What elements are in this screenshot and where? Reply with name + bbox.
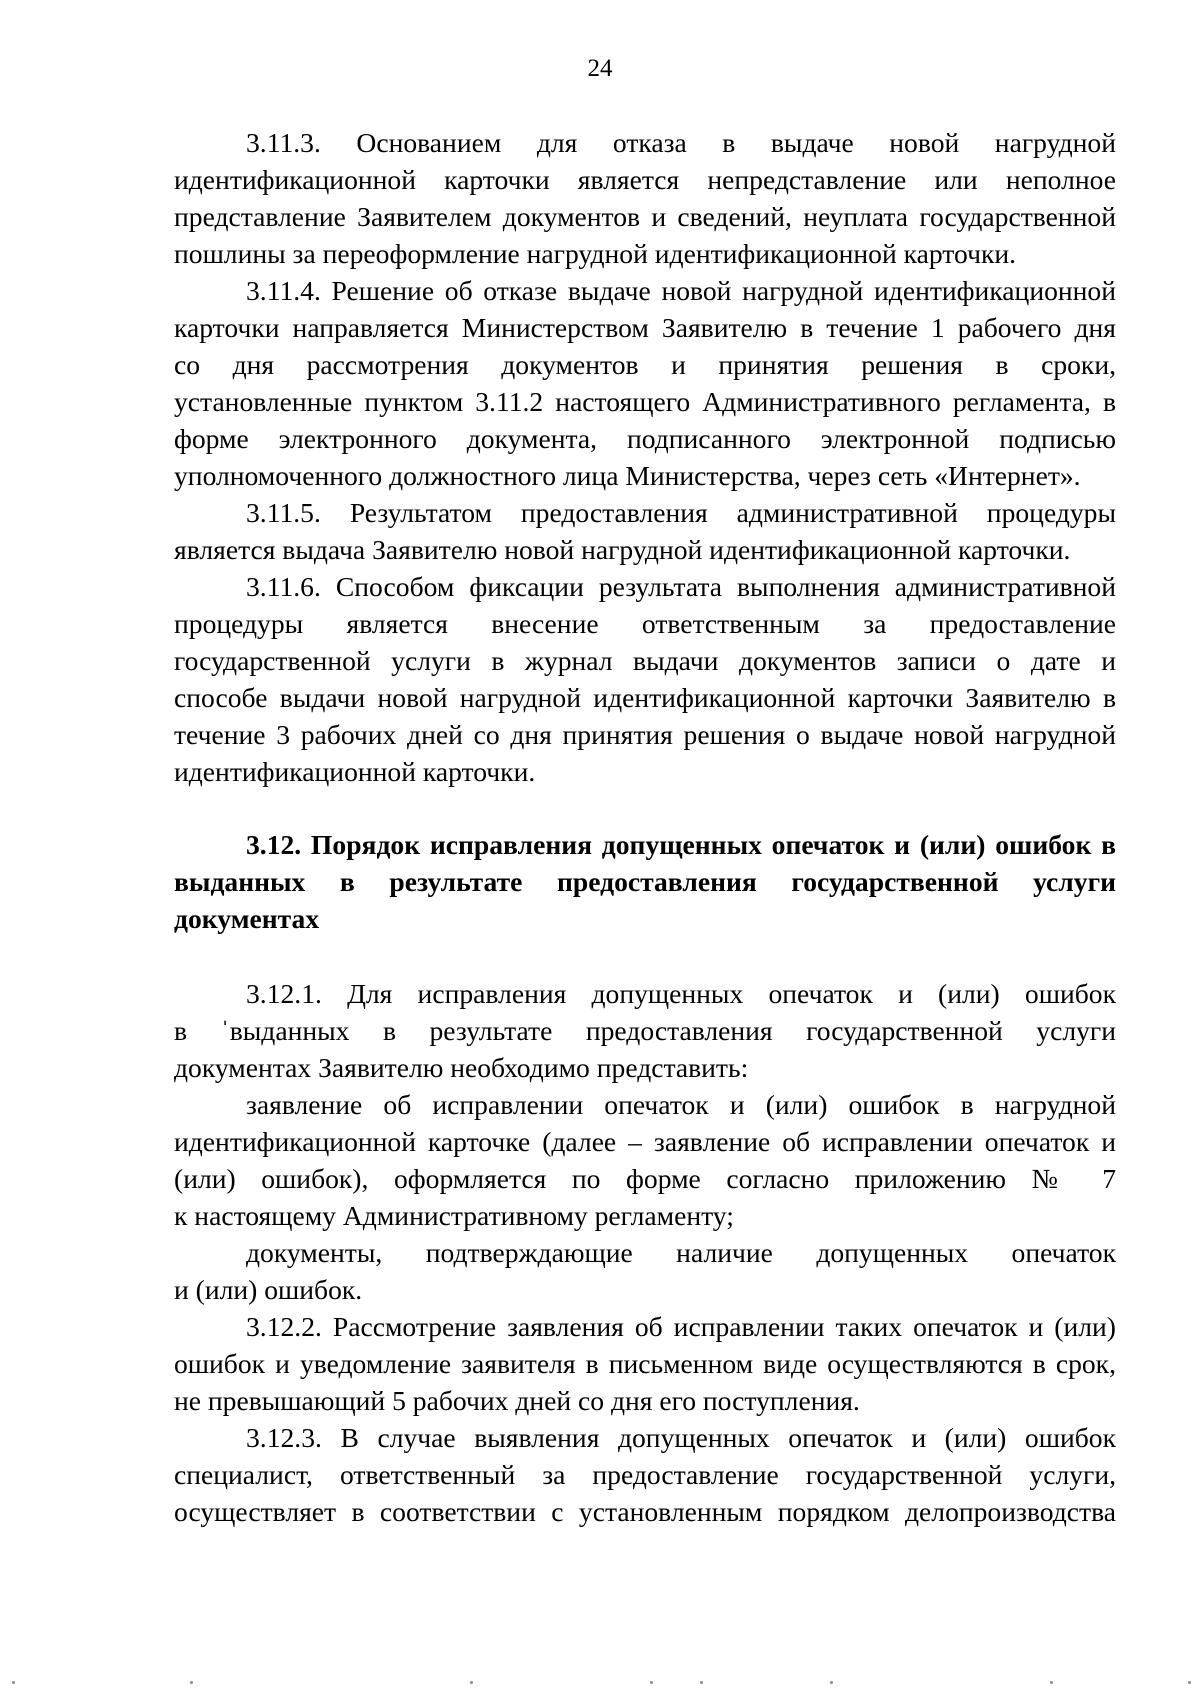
- paragraph-3-12-2: [174, 1308, 1116, 1419]
- paragraph-statement-item: [174, 1086, 1116, 1234]
- heading-line: документах: [174, 903, 320, 934]
- text-line: течение 3 рабочих дней со дня принятия решения о выдаче новой нагрудной: [174, 719, 1116, 750]
- text-line: 3.12.2. Рассмотрение заявления об исправлении таких опечаток и (или): [246, 1311, 1116, 1342]
- heading-line: выданных в результате предоставления государственной услуги: [174, 866, 1116, 897]
- scan-edge-marks: [0, 1678, 1200, 1684]
- text-line: пошлины за переоформление нагрудной идентификационной карточки.: [174, 238, 1017, 269]
- text-line: процедуры является внесение ответственным за предоставление: [174, 608, 1116, 639]
- text-line: ошибок и уведомление заявителя в письменном виде осуществляются в срок,: [174, 1348, 1116, 1379]
- text-line: специалист, ответственный за предоставление государственной услуги,: [174, 1459, 1116, 1490]
- text-line: и (или) ошибок.: [174, 1274, 363, 1305]
- text-line: уполномоченного должностного лица Министерства, через сеть «Интернет».: [174, 460, 1081, 491]
- text-line: 3.12.1. Для исправления допущенных опечаток и (или) ошибок: [246, 978, 1116, 1009]
- document-body: [174, 124, 1116, 1530]
- paragraph-3-11-5: [174, 494, 1116, 568]
- text-line: 3.11.6. Способом фиксации результата выполнения административной: [246, 571, 1116, 602]
- paragraph-3-11-3: [174, 124, 1116, 272]
- text-line: не превышающий 5 рабочих дней со дня его поступления.: [174, 1385, 860, 1416]
- text-line: представление Заявителем документов и сведений, неуплата государственной: [174, 201, 1116, 232]
- text-line: карточки направляется Министерством Заявителю в течение 1 рабочего дня: [174, 312, 1116, 343]
- text-line: способе выдачи новой нагрудной идентификационной карточки Заявителю в: [174, 682, 1116, 713]
- text-line: 3.12.3. В случае выявления допущенных опечаток и (или) ошибок: [246, 1422, 1116, 1453]
- section-heading-3-12: [174, 826, 1116, 937]
- text-line: установленные пунктом 3.11.2 настоящего Административного регламента, в: [174, 386, 1116, 417]
- text-line: в ˈвыданных в результате предоставления государственной услуги: [174, 1015, 1116, 1046]
- text-line: 3.11.5. Результатом предоставления административной процедуры: [246, 497, 1116, 528]
- text-line: идентификационной карточки является непредставление или неполное: [174, 164, 1116, 195]
- text-line: (или) ошибок), оформляется по форме согласно приложению № 7: [174, 1163, 1116, 1194]
- text-line: форме электронного документа, подписанного электронной подписью: [174, 423, 1116, 454]
- text-line: 3.11.4. Решение об отказе выдаче новой нагрудной идентификационной: [246, 275, 1116, 306]
- text-line: к настоящему Административному регламенту;: [174, 1200, 734, 1231]
- text-line: является выдача Заявителю новой нагрудной идентификационной карточки.: [174, 534, 1071, 565]
- paragraph-3-11-4: [174, 272, 1116, 494]
- text-line: идентификационной карточке (далее – заявление об исправлении опечаток и: [174, 1126, 1116, 1157]
- heading-line: 3.12. Порядок исправления допущенных опечаток и (или) ошибок в: [246, 829, 1116, 860]
- paragraph-3-12-1: [174, 975, 1116, 1086]
- text-line: 3.11.3. Основанием для отказа в выдаче новой нагрудной: [246, 127, 1116, 158]
- text-line: государственной услуги в журнал выдачи документов записи о дате и: [174, 645, 1116, 676]
- paragraph-documents-item: [174, 1234, 1116, 1308]
- text-line: заявление об исправлении опечаток и (или) ошибок в нагрудной: [246, 1089, 1116, 1120]
- page-number: 24: [587, 55, 613, 82]
- text-line: осуществляет в соответствии с установленным порядком делопроизводства: [174, 1496, 1116, 1527]
- text-line: идентификационной карточки.: [174, 756, 536, 787]
- paragraph-3-12-3: [174, 1419, 1116, 1530]
- text-line: документы, подтверждающие наличие допущенных опечаток: [246, 1237, 1116, 1268]
- text-line: документах Заявителю необходимо представить:: [174, 1052, 749, 1083]
- paragraph-3-11-6: [174, 568, 1116, 790]
- text-line: со дня рассмотрения документов и принятия решения в сроки,: [174, 349, 1116, 380]
